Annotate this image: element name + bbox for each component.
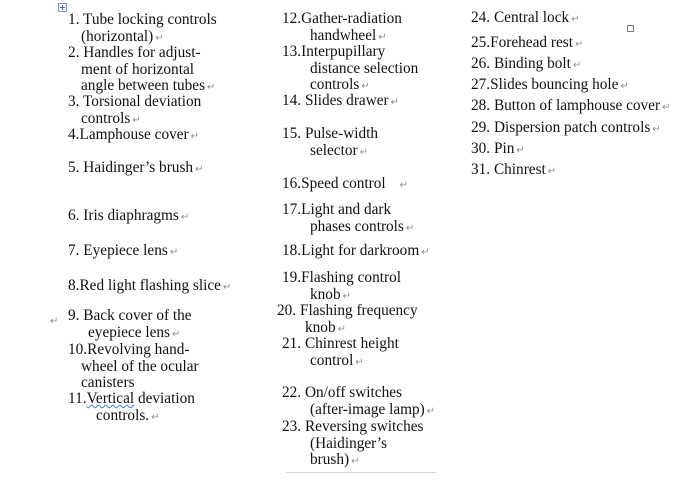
list-item: 7. Eyepiece lens ↵ xyxy=(68,242,179,259)
list-item: 30. Pin ↵ xyxy=(471,140,525,157)
list-item: 17.Light and dark phases controls ↵ xyxy=(282,201,415,235)
list-item: 28. Button of lamphouse cover ↵ xyxy=(471,97,671,114)
list-item: 3. Torsional deviation controls ↵ xyxy=(68,93,202,127)
list-item: 10.Revolving hand- wheel of the ocular canisters xyxy=(68,341,199,391)
list-item: 27.Slides bouncing hole ↵ xyxy=(471,76,629,93)
list-item: 6. Iris diaphragms ↵ xyxy=(68,207,190,224)
list-item: 19.Flashing control knob ↵ xyxy=(282,269,401,303)
list-item: 18.Light for darkroom ↵ xyxy=(282,242,430,259)
list-item: 4.Lamphouse cover ↵ xyxy=(68,126,200,143)
list-item: 1. Tube locking controls (horizontal) ↵ xyxy=(68,11,217,45)
list-item: 21. Chinrest height control ↵ xyxy=(282,335,399,369)
list-item: 5. Haidinger’s brush ↵ xyxy=(68,159,204,176)
return-mark-icon: ↵ xyxy=(50,316,59,327)
list-item: 8.Red light flashing slice ↵ xyxy=(68,277,232,294)
cell-marker-icon xyxy=(627,25,634,32)
list-item: 14. Slides drawer ↵ xyxy=(282,92,400,109)
list-item: 9. Back cover of the eyepiece lens ↵ xyxy=(68,307,192,341)
table-move-handle-icon[interactable] xyxy=(58,3,67,12)
list-item: 11.Vertical deviation controls. ↵ xyxy=(68,390,195,424)
list-item: 16.Speed control ↵ xyxy=(282,175,409,192)
list-item: 22. On/off switches (after-image lamp) ↵ xyxy=(282,384,436,418)
list-item: 31. Chinrest ↵ xyxy=(471,161,557,178)
list-item: 25.Forehead rest ↵ xyxy=(471,34,584,51)
list-item: 23. Reversing switches (Haidinger’s brush) ↵ xyxy=(282,418,424,468)
list-item: 13.Interpupillary distance selection controls ↵ xyxy=(282,43,419,93)
list-item: 12.Gather-radiation handwheel ↵ xyxy=(282,10,402,44)
list-item: 29. Dispersion patch controls ↵ xyxy=(471,119,661,136)
list-item: 2. Handles for adjust- ment of horizontal angle between tubes ↵ xyxy=(68,44,216,94)
list-item: 24. Central lock ↵ xyxy=(471,9,580,26)
list-item: 26. Binding bolt ↵ xyxy=(471,55,582,72)
list-item: 20. Flashing frequency knob ↵ xyxy=(277,302,418,336)
list-item: 15. Pulse-width selector ↵ xyxy=(282,125,379,159)
cell-divider xyxy=(286,472,436,473)
